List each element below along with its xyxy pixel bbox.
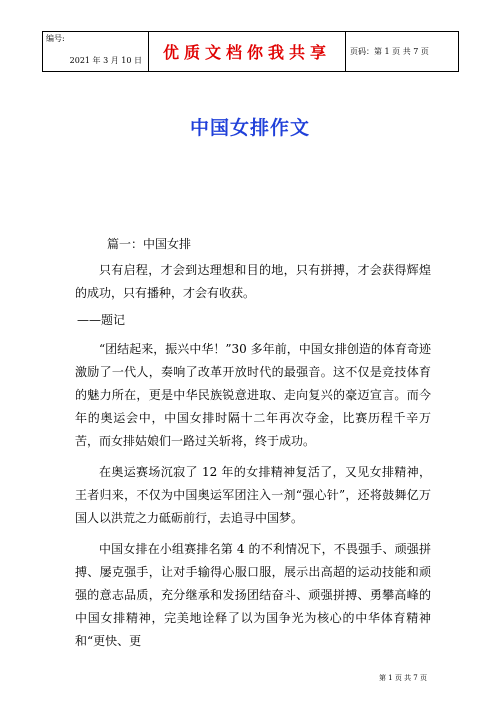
header-table [42,31,459,72]
document-code-label: 编号: [46,34,65,43]
document-date: 2021 年 3 月 10 日 [69,56,142,65]
document-title: 中国女排作文 [189,117,310,139]
paragraph-2: “团结起来，振兴中华！”30 多年前，中国女排创造的体育奇迹激励了一代人，奏响了改革开放时代的最强音。这不仅是竞技体育的魅力所在，更是中华民族锐意进取、走向复兴的豪迈宣言。而今年的奥运会中，中国女排时隔十二年再次夺金，比赛历程千辛万苦，而女排姑娘们一路过关斩将，终于成功。 [75,342,431,448]
section-subtitle: 篇一：中国女排 [107,237,192,251]
header-page-info: 页码：第 1 页 共 7 页 [350,47,429,56]
header-left-cell [43,32,149,71]
page-footer: 第 1 页 共 7 页 [378,674,427,682]
paragraph-3: 在奥运赛场沉寂了 12 年的女排精神复活了，又见女排精神，王者归来，不仅为中国奥运军团注入一剂“强心针”，还将鼓舞亿万国人以洪荒之力砥砺前行，去追寻中国梦。 [75,465,431,525]
brand-slogan: 优质文档你我共享 [149,32,346,71]
paragraph-1: 只有启程，才会到达理想和目的地，只有拼搏，才会获得辉煌的成功，只有播种，才会有收获。 [75,263,431,300]
paragraph-4: 中国女排在小组赛排名第 4 的不利情况下，不畏强手、顽强拼搏、屡克强手，让对手输得心服口服，展示出高超的运动技能和顽强的意志品质，充分继承和发扬团结奋斗、顽强拼搏、勇攀高峰的中国女排精神，完美地诠释了以为国争光为核心的中华体育精神和“更快、更 [75,542,431,648]
epigraph: ——题记 [77,313,126,327]
document-body [75,233,431,653]
